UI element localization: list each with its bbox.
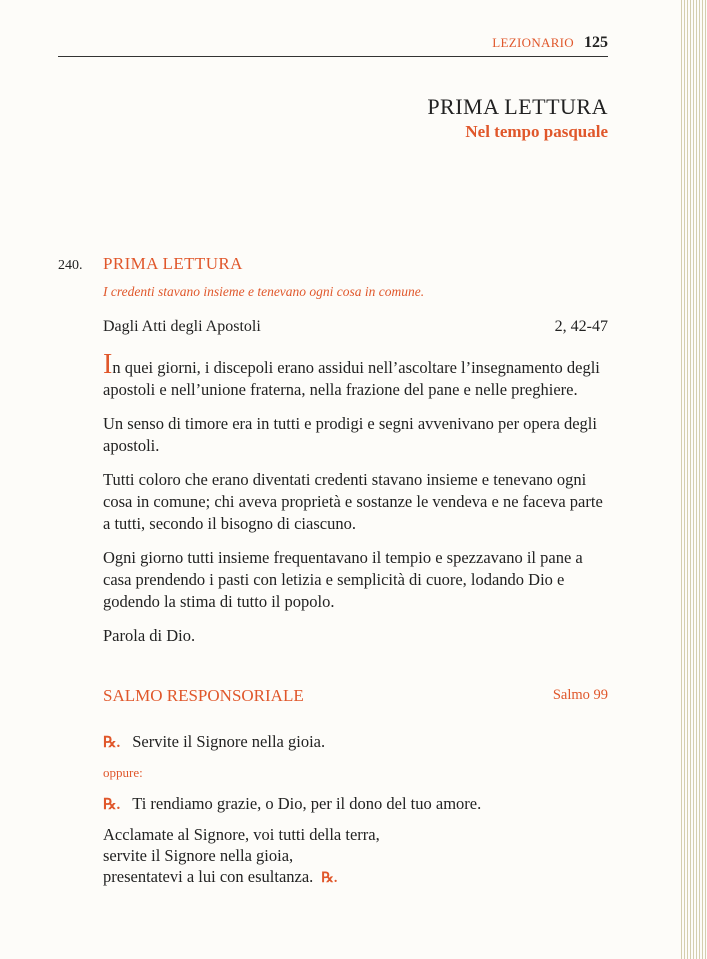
header-rule (58, 56, 608, 57)
reading-summary: I credenti stavano insieme e tenevano ogni cosa in comune. (103, 284, 425, 299)
paragraph: Un senso di timore era in tutti e prodigi e segni avvenivano per opera degli apostoli. (103, 414, 597, 455)
response-text: Ti rendiamo grazie, o Dio, per il dono del tuo amore. (132, 794, 482, 813)
section-title: PRIMA LETTURA (427, 94, 608, 119)
drop-cap: I (103, 349, 113, 380)
verse-line: presentatevi a lui con esultanza. ℞. (103, 867, 338, 886)
response-text: Servite il Signore nella gioia. (132, 732, 326, 751)
header-section: LEZIONARIO (492, 35, 574, 50)
page-edge-decoration (679, 0, 707, 959)
reading-title: PRIMA LETTURA (103, 254, 243, 273)
reading-source (103, 318, 608, 336)
section-subtitle: Nel tempo pasquale (465, 122, 608, 141)
oppure-label: oppure: (103, 765, 143, 780)
source-book: Dagli Atti degli Apostoli (103, 318, 261, 335)
reading-body (103, 349, 608, 659)
closing-formula: Parola di Dio. (103, 626, 196, 645)
section-title-block (427, 94, 608, 142)
verse-line: servite il Signore nella gioia, (103, 846, 294, 865)
page-number: 125 (584, 34, 608, 51)
psalm-reference: Salmo 99 (552, 687, 608, 703)
psalm-title: SALMO RESPONSORIALE (103, 686, 304, 705)
paragraph: Ogni giorno tutti insieme frequentavano il tempio e spezzavano il pane a casa prendendo i pasti con letizia e semplicità di cuore, lodando Dio e godendo la stima di tutto il popolo. (103, 548, 583, 611)
response-2 (103, 794, 481, 814)
response-symbol: ℞. (103, 797, 121, 813)
response-symbol: ℞. (103, 735, 121, 751)
psalm-heading (103, 686, 608, 706)
response-1 (103, 732, 325, 752)
source-reference: 2, 42-47 (554, 318, 608, 335)
paragraph: In quei giorni, i discepoli erano assidui nell’ascoltare l’insegnamento degli apostoli e nell’unione fraterna, nella frazione del pane e nelle preghiere. (103, 349, 600, 399)
psalm-verse (103, 824, 380, 889)
paragraph: Tutti coloro che erano diventati credenti stavano insieme e tenevano ogni cosa in comune; chi aveva proprietà e sostanze le vendeva e ne faceva parte a tutti, secondo il bisogno di ciascuno. (103, 470, 603, 533)
running-header (58, 34, 608, 52)
verse-line: Acclamate al Signore, voi tutti della terra, (103, 825, 380, 844)
response-symbol: ℞. (321, 871, 338, 886)
reading-number: 240. (58, 258, 83, 273)
